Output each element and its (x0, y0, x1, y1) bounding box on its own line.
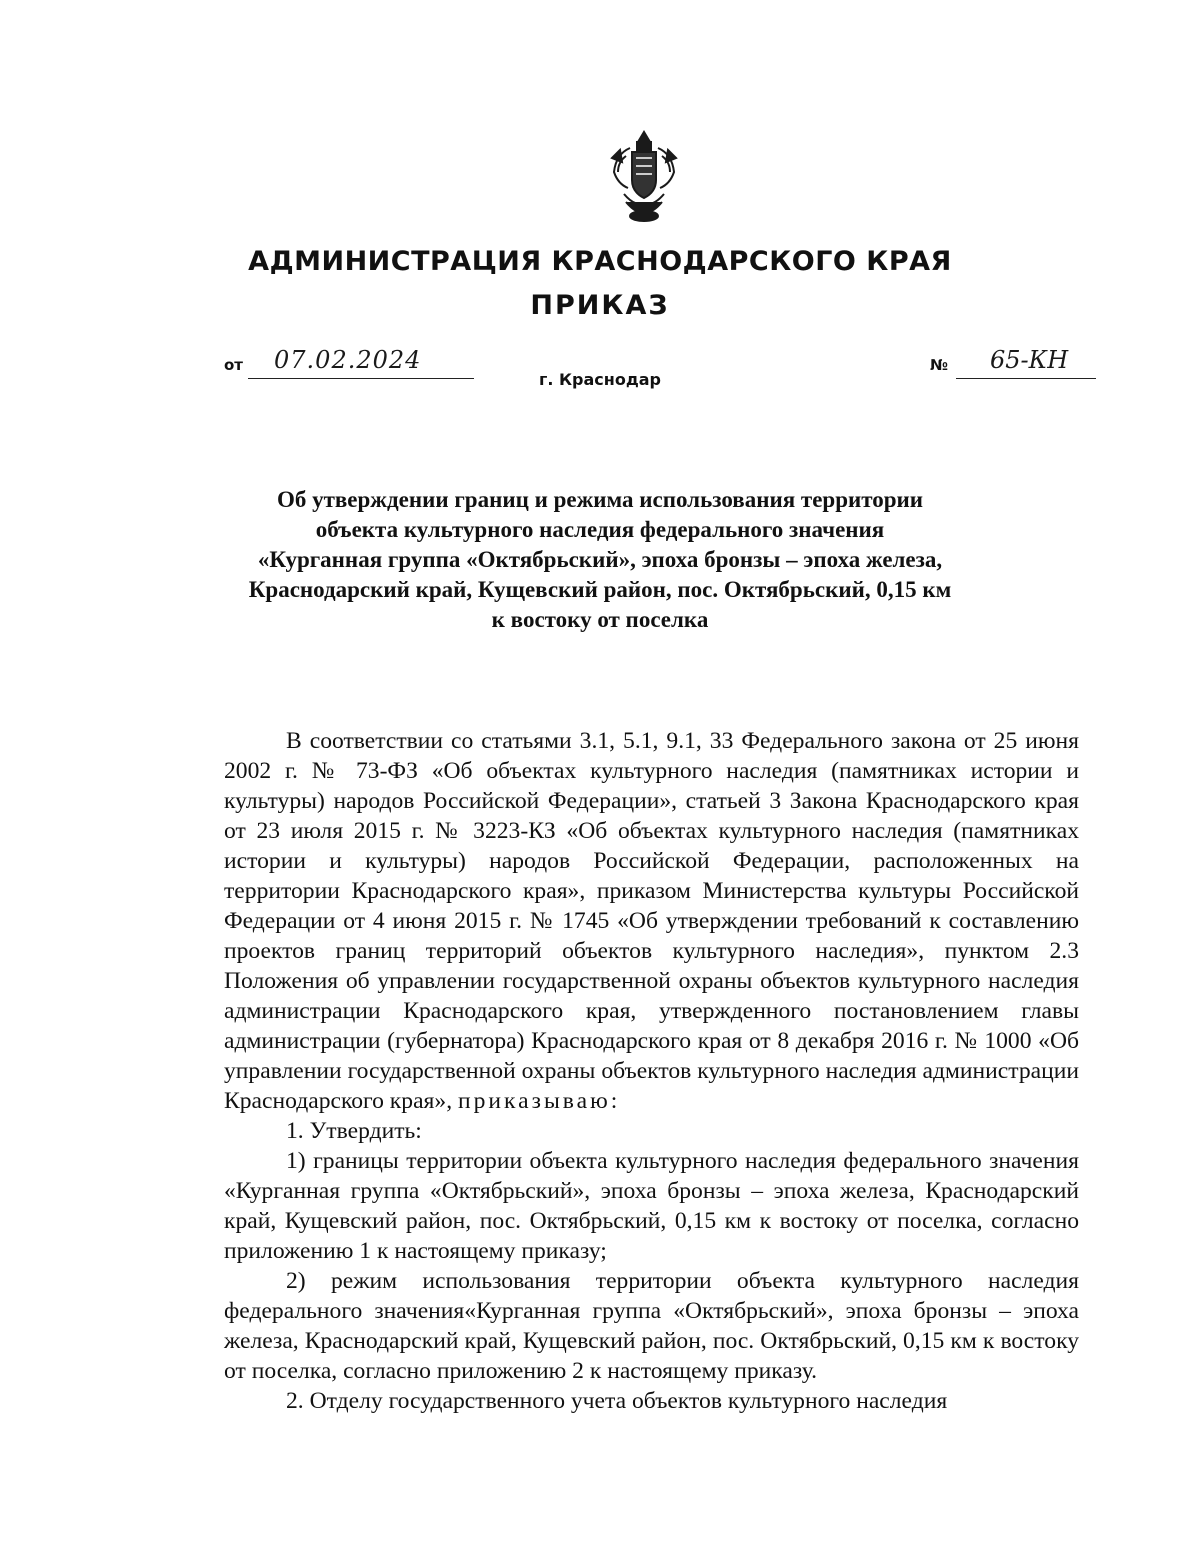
document-type-title: ПРИКАЗ (530, 290, 670, 321)
document-body (224, 726, 1079, 1416)
handwritten-date: 07.02.2024 (274, 346, 422, 374)
preamble-text: В соответствии со статьями 3.1, 5.1, 9.1, 33 Федерального закона от 25 июня 2002 г. № 73-ФЗ «Об объектах культурного наследия (памятниках истории и культуры) народов Российской Федерации», статьей 3 Закона Краснодарского края от 23 июля 2015 г. № 3223-КЗ «Об объектах культурного наследия (памятниках истории и культуры) народов Российской Федерации, расположенных на территории Краснодарского края», приказом Министерства культуры Российской Федерации от 4 июня 2015 г. № 1745 «Об утверждении требований к составлению проектов границ территорий объектов культурного наследия», пунктом 2.3 Положения об управлении государственной охраны объектов культурного наследия администрации Краснодарского края, утвержденного постановлением главы администрации (губернатора) Краснодарского края от 8 декабря 2016 г. № 1000 «Об управлении государственной охраны объектов культурного наследия администрации Краснодарского края», (224, 728, 1079, 1114)
subject-line: Краснодарский край, Кущевский район, пос. Октябрьский, 0,15 км (248, 577, 952, 602)
item-1: 1. Утвердить: (286, 1118, 422, 1144)
item-2: 2. Отделу государственного учета объектов культурного наследия (286, 1388, 948, 1414)
city-label: г. Краснодар (538, 370, 662, 389)
subject-line: Об утверждении границ и режима использования территории (276, 487, 924, 512)
handwritten-number: 65-КН (990, 346, 1069, 374)
document-subject (150, 485, 1050, 635)
organization-title: АДМИНИСТРАЦИЯ КРАСНОДАРСКОГО КРАЯ (248, 246, 952, 277)
subject-line: объекта культурного наследия федерального значения (315, 517, 885, 542)
krasnodar-coat-of-arms-emblem (604, 128, 684, 224)
number-prefix: № (930, 356, 949, 374)
item-1-2: 2) режим использования территории объекта культурного наследия федерального значения«Курганная группа «Октябрьский», эпоха бронзы – эпоха железа, Краснодарский край, Кущевский район, пос. Октябрьский, 0,15 км к востоку от поселка, согласно приложению 2 к настоящему приказу. (224, 1268, 1079, 1384)
subject-line: к востоку от поселка (491, 607, 709, 632)
item-1-1: 1) границы территории объекта культурного наследия федерального значения «Курганная группа «Октябрьский», эпоха бронзы – эпоха железа, Краснодарский край, Кущевский район, пос. Октябрьский, 0,15 км к востоку от поселка, согласно приложению 1 к настоящему приказу; (224, 1148, 1079, 1264)
order-word: приказываю: (458, 1088, 621, 1114)
preamble-paragraph (224, 726, 1079, 1116)
subject-line: «Курганная группа «Октябрьский», эпоха бронзы – эпоха железа, (257, 547, 943, 572)
date-prefix: от (224, 356, 243, 374)
